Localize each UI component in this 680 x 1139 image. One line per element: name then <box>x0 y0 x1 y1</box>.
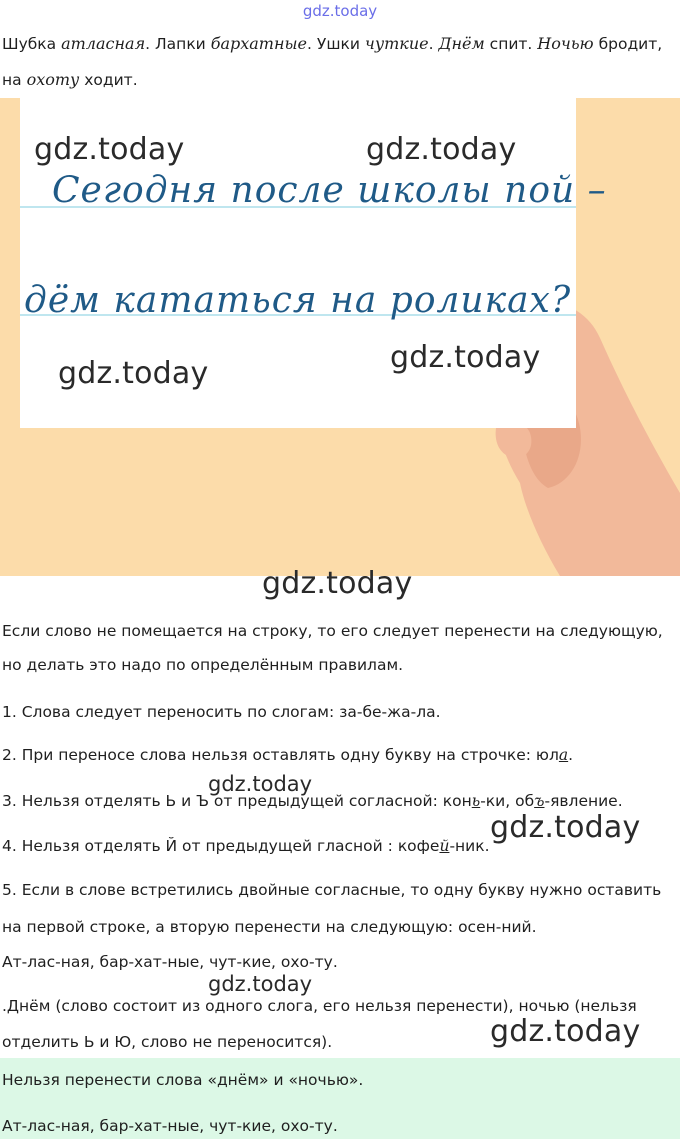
underlined-letter: а <box>558 746 569 764</box>
word-nochyu: Ночью <box>537 34 594 53</box>
underlined-letter: ъ <box>534 792 545 810</box>
rules-intro-2: но делать это надо по определённым правилам. <box>2 656 404 674</box>
underlined-letter: ь <box>471 792 481 810</box>
handwriting-illustration <box>0 98 680 576</box>
watermark: gdz.today <box>58 356 209 391</box>
summary-line-2: Ат-лас-ная, бар-хат-ные, чут-кие, охо-ту. <box>2 1117 338 1135</box>
word-barkhatnye: бархатные <box>210 34 308 53</box>
header-watermark: gdz.today <box>302 2 378 20</box>
rule-5-line-2: на первой строке, а вторую перенести на следующую: осен-ний. <box>2 918 537 936</box>
watermark: gdz.today <box>366 132 517 167</box>
watermark: gdz.today <box>208 772 313 796</box>
watermark: gdz.today <box>390 340 541 375</box>
riddle-line-1: Шубка атласная. Лапки бархатные. Ушки чуткие. Днём спит. Ночью бродит, <box>2 34 663 53</box>
word-okhotu: охоту <box>26 70 80 89</box>
watermark: gdz.today <box>262 566 413 601</box>
answer-note-1: .Днём (слово состоит из одного слога, его нельзя перенести), ночью (нельзя <box>2 997 637 1015</box>
summary-line-1: Нельзя перенести слова «днём» и «ночью». <box>2 1071 364 1089</box>
rule-3: 3. Нельзя отделять Ь и Ъ от предыдущей согласной: конь-ки, объ-явление. <box>2 792 623 810</box>
underlined-letter: й <box>439 837 450 855</box>
word-chutkie: чуткие <box>364 34 429 53</box>
answer-note-2: отделить Ь и Ю, слово не переносится). <box>2 1033 333 1051</box>
rule-2: 2. При переносе слова нельзя оставлять одну букву на строчке: юла. <box>2 746 574 764</box>
handwritten-line-1: Сегодня после школы пой – <box>52 170 607 211</box>
watermark: gdz.today <box>34 132 185 167</box>
rule-1: 1. Слова следует переносить по слогам: за-бе-жа-ла. <box>2 703 441 721</box>
watermark: gdz.today <box>208 972 313 996</box>
word-atlasnaya: атласная <box>61 34 146 53</box>
rule-5-line-1: 5. Если в слове встретились двойные согласные, то одну букву нужно оставить <box>2 881 662 899</box>
riddle-line-2: на охоту ходит. <box>2 70 138 89</box>
watermark: gdz.today <box>490 810 641 845</box>
answer-hyphenation: Ат-лас-ная, бар-хат-ные, чут-кие, охо-ту. <box>2 953 338 971</box>
rules-intro-1: Если слово не помещается на строку, то его следует перенести на следующую, <box>2 622 663 640</box>
watermark: gdz.today <box>490 1014 641 1049</box>
handwritten-line-2: дём кататься на роликах? <box>24 280 572 321</box>
word-dnyom: Днём <box>438 34 485 53</box>
rule-4: 4. Нельзя отделять Й от предыдущей гласной : кофей-ник. <box>2 837 490 855</box>
